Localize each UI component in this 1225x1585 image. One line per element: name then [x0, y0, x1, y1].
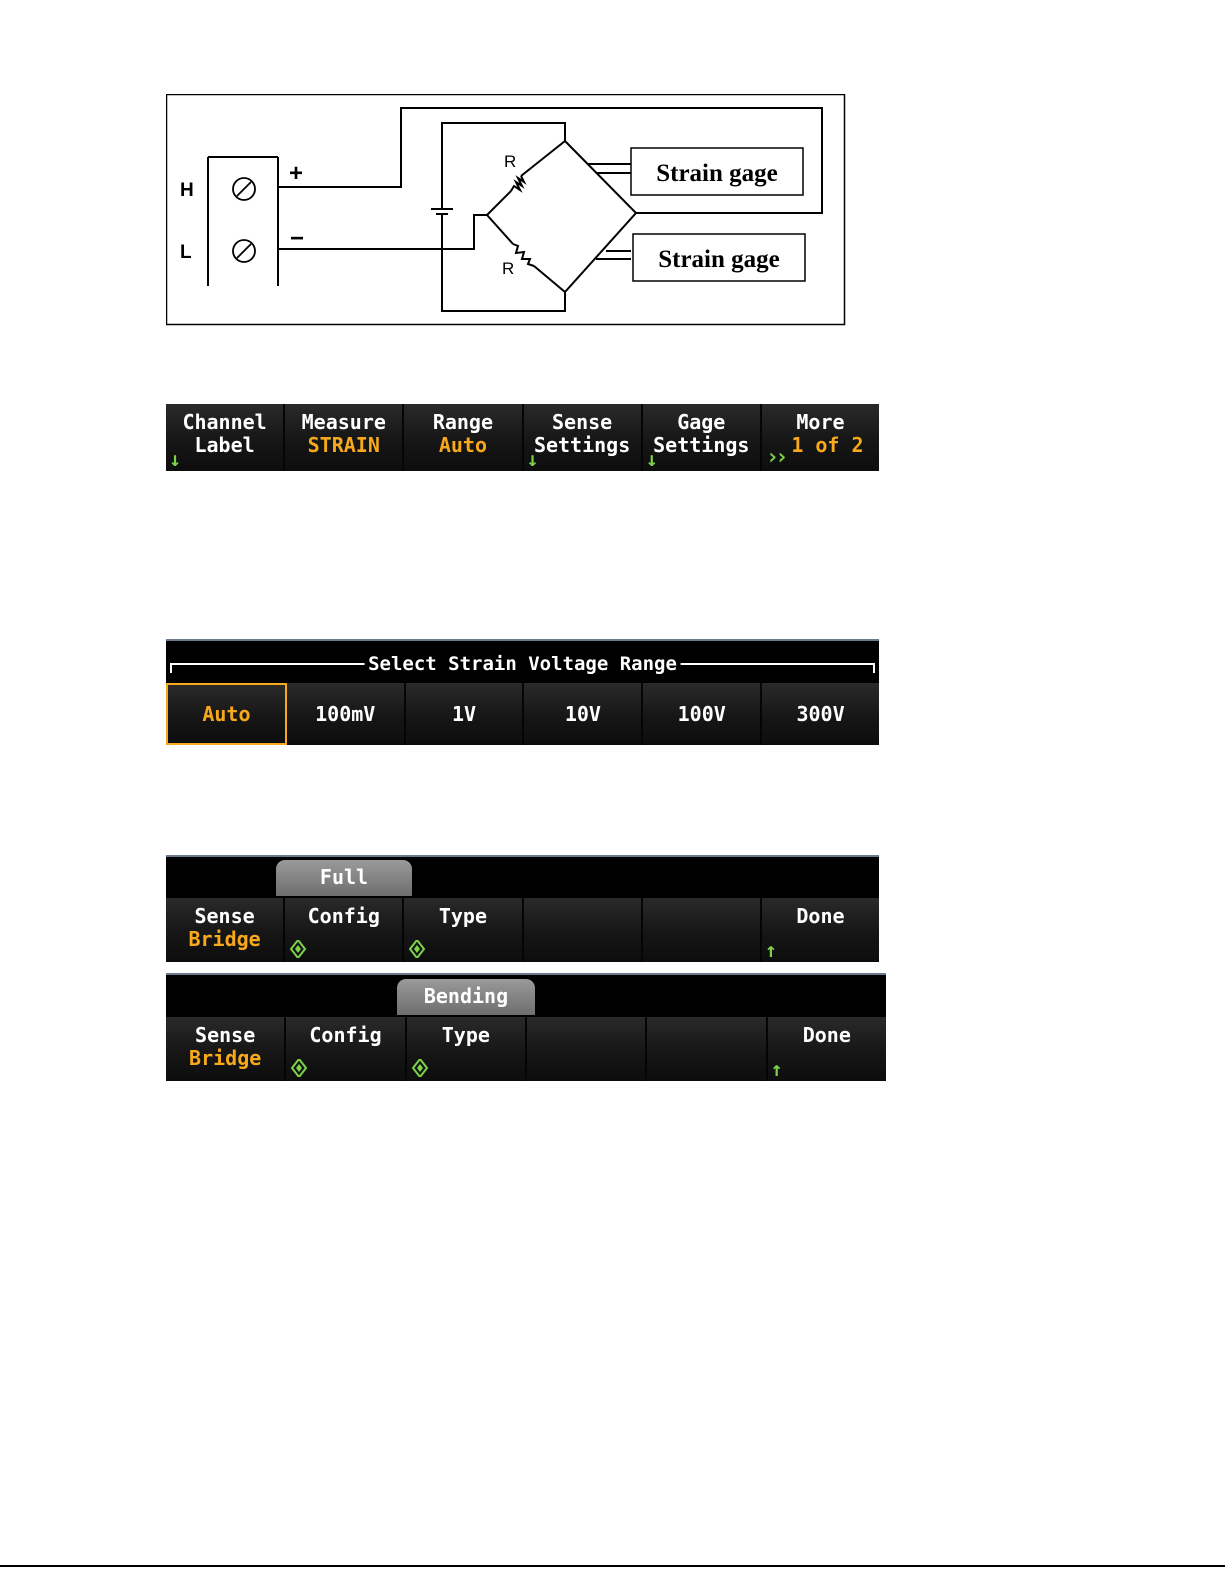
minus-label: − — [290, 225, 305, 252]
double-chevron-icon: ›› — [765, 445, 785, 470]
softkey-empty-4 — [524, 898, 643, 962]
navigation-diamond-icon — [288, 940, 308, 958]
arrow-down-icon: ↓ — [169, 447, 182, 471]
softkey-value: STRAIN — [307, 433, 380, 457]
softkey-label: Type — [441, 1023, 490, 1047]
range-option-label: 300V — [796, 701, 845, 726]
softkey-label: Range — [432, 410, 494, 434]
softkey-channel-label[interactable] — [166, 404, 285, 471]
range-option-label: 1V — [452, 701, 477, 726]
tab-full[interactable]: Full — [276, 860, 412, 896]
range-option-label: 10V — [564, 701, 601, 726]
resistor-label-top: R — [504, 152, 517, 171]
sense-menu-full — [166, 855, 879, 962]
range-option-100v[interactable] — [643, 683, 762, 745]
softkey-more[interactable] — [762, 404, 879, 471]
range-option-label: Auto — [202, 701, 251, 726]
tab-bending[interactable]: Bending — [397, 979, 535, 1015]
range-menu-title: Select Strain Voltage Range — [364, 653, 681, 675]
softkey-sense[interactable] — [166, 898, 285, 962]
softkey-gage-settings[interactable] — [643, 404, 762, 471]
softkey-value: 1 of 2 — [791, 433, 864, 457]
softkey-label: Config — [309, 1023, 382, 1047]
page-bottom-rule — [0, 1565, 1225, 1567]
range-option-100mv[interactable] — [287, 683, 406, 745]
softkey-sense[interactable] — [166, 1017, 286, 1081]
softkey-label: Measure — [301, 410, 386, 434]
softkey-value: Label — [194, 433, 255, 457]
measure-softkey-menu — [166, 404, 879, 471]
softkey-label: Done — [796, 904, 845, 928]
range-option-1v[interactable] — [406, 683, 525, 745]
softkey-label: More — [796, 410, 845, 434]
softkey-label: Gage — [677, 410, 726, 434]
navigation-diamond-icon — [410, 1059, 430, 1077]
softkey-range[interactable] — [404, 404, 523, 471]
range-option-label: 100V — [677, 701, 726, 726]
navigation-diamond-icon — [289, 1059, 309, 1077]
terminal-low-label: L — [180, 242, 192, 263]
arrow-up-icon: ↑ — [770, 1057, 783, 1081]
softkey-empty-4 — [527, 1017, 647, 1081]
arrow-down-icon: ↓ — [526, 447, 539, 471]
softkey-empty-5 — [643, 898, 762, 962]
range-select-menu — [166, 639, 879, 745]
softkey-done[interactable] — [762, 898, 879, 962]
arrow-down-icon: ↓ — [645, 447, 658, 471]
plus-label: + — [289, 160, 304, 187]
softkey-measure[interactable] — [285, 404, 404, 471]
softkey-label: Sense — [195, 1023, 256, 1047]
softkey-config[interactable] — [285, 898, 404, 962]
range-option-label: 100mV — [315, 701, 376, 726]
softkey-label: Type — [438, 904, 488, 928]
softkey-label: Done — [802, 1023, 851, 1047]
sense-menu-bending — [166, 973, 886, 1081]
arrow-up-icon: ↑ — [764, 938, 777, 962]
softkey-type[interactable] — [407, 1017, 527, 1081]
strain-gage-label-bottom: Strain gage — [658, 246, 780, 273]
softkey-value: Auto — [438, 433, 488, 457]
range-option-10v[interactable] — [524, 683, 643, 745]
navigation-diamond-icon — [407, 940, 427, 958]
softkey-label: Config — [307, 904, 380, 928]
softkey-sense-settings[interactable] — [524, 404, 643, 471]
range-option-300v[interactable] — [762, 683, 879, 745]
strain-gage-label-top: Strain gage — [656, 160, 778, 187]
softkey-label: Sense — [551, 410, 613, 434]
softkey-empty-5 — [647, 1017, 767, 1081]
terminal-high-label: H — [180, 180, 194, 201]
softkey-done[interactable] — [768, 1017, 886, 1081]
softkey-value: Bridge — [189, 1046, 262, 1070]
softkey-label: Channel — [182, 410, 267, 434]
range-option-auto[interactable] — [166, 683, 287, 745]
softkey-value: Settings — [533, 433, 631, 457]
softkey-type[interactable] — [404, 898, 523, 962]
strain-gage-wiring-diagram — [166, 94, 846, 326]
resistor-label-bottom: R — [502, 259, 515, 278]
softkey-config[interactable] — [286, 1017, 406, 1081]
softkey-value: Settings — [653, 433, 750, 457]
softkey-label: Sense — [194, 904, 255, 928]
softkey-value: Bridge — [188, 927, 261, 951]
